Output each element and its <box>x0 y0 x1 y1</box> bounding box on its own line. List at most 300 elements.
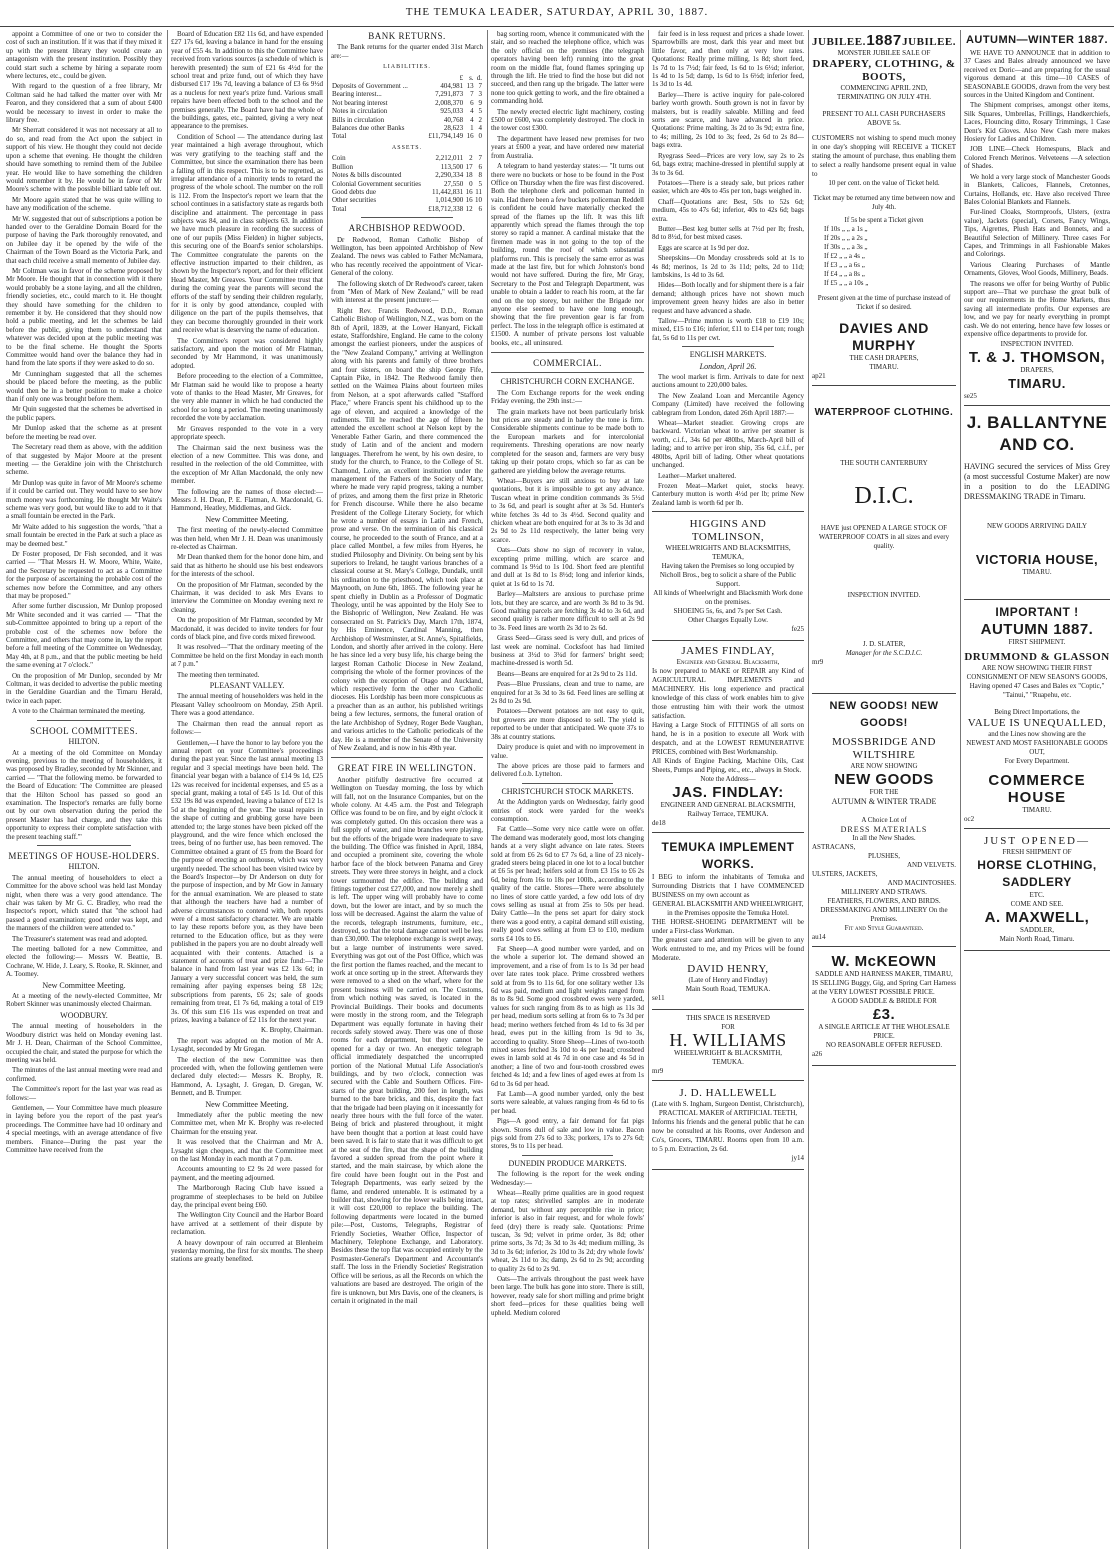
ad-text: A SINGLE ARTICLE AT THE WHOLESALE PRICE. <box>818 1023 950 1040</box>
ad-text: DRAPERS, <box>1020 366 1054 375</box>
divider <box>522 1155 614 1156</box>
ad-firm-name: J. BALLANTYNE AND CO. <box>966 413 1108 455</box>
paragraph: Fur-lined Cloaks, Stormproofs, Ulsters, (extra value), Jackets (special), Corsets, Fancy Wings, Tips, Aigrettes, Plush Hats and Bonnets, and a Beautiful Selection of Millinery. Three cases For Capes, and Trimmings in all Fashionable Makes and Colorings. <box>964 208 1110 259</box>
table-cell: 2 <box>469 154 473 163</box>
paragraph: Mr Coltman was in favor of the scheme proposed by Mr Moore. He thought that in connection with it there would probably be a stone laying, and all the children, friendly societies, etc., could march to it. He thought they should have something for the children to remember it by. He considered that they should now hold a public meeting, and let the schemes be laid before the public, giving them to understand that whatever was decided upon at the public meeting was to be the final scheme. He thought the Sports Committee would hand over the balance they had in hand from the late sports if they were asked to do so. <box>6 266 162 368</box>
ad-headline: JAS. FINDLAY: <box>672 784 784 802</box>
table-row <box>331 188 483 196</box>
ad-text: A GOOD SADDLE & BRIDLE FOR <box>831 997 937 1005</box>
ad-text: THE SOUTH CANTERBURY <box>840 459 928 467</box>
table-cell: 7 <box>478 154 482 163</box>
ad-text: ETC. <box>1029 891 1045 900</box>
paragraph: JOB LINE—Check Homespuns, Black and Colored French Merinos. Velveteens —A selection of Shades. <box>964 145 1110 171</box>
ad-text: All kinds of Wheelwright and Blacksmith Work done on the premises. <box>653 589 803 607</box>
ad-text: THIS SPACE IS RESERVED <box>686 1014 770 1023</box>
ad-address: TIMARU. <box>1008 376 1066 392</box>
table-cell: 0 <box>478 132 482 141</box>
table-cell: 6 <box>478 162 482 171</box>
ad-mckeown <box>812 946 956 1066</box>
table-cell: Good debts due <box>332 187 376 196</box>
sub-heading: New Committee Meeting. <box>205 1099 289 1109</box>
ad-text: Present given at the time of purchase instead of Ticket if so desired. <box>817 294 951 311</box>
ad-code: au14 <box>812 933 826 941</box>
table-row <box>331 154 483 162</box>
ad-text: VALUE IS UNEQUALLED, <box>967 717 1107 730</box>
paragraph: The following sketch of Dr Redwood's career, taken from "Men of Mark of New Zealand," will be read with interest at the present juncture:— <box>331 279 483 305</box>
paragraph: Mr Dean thanked them for the honor done him, and said that as hitherto he should use his best endeavors for the interests of the school. <box>171 553 323 579</box>
table-cell: 6 <box>470 98 474 107</box>
paragraph: The annual meeting of householders to elect a Committee for the above school was held last Monday night, when there was a very good attendance. The chair was taken by Mr G. C. Bradley, who read the Inspector's report, which stated that "the school had passed a good examination; good order was kept, and the manners of the children were attended to." <box>6 873 162 933</box>
table-cell: Not bearing interest <box>332 98 388 107</box>
paragraph: Mr Greaves responded to the vote in a very appropriate speech. <box>171 424 323 442</box>
table-cell: 12 <box>465 204 473 213</box>
paragraph: Peas—Blue Prussians, clean and true to name, are enquired for at 3s 3d to 3s 6d. Feed lines are selling at 2s 8d to 2s 9d. <box>491 680 644 706</box>
table-cell: 3 <box>478 90 482 99</box>
paragraph: On the proposition of Mr Flatman, seconded by the Chairman, it was decided to ask Mrs Evans to interview the Committee on Monday evening next re cleaning. <box>171 580 323 614</box>
ad-text: HAVE just OPENED A LARGE STOCK OF WATERPROOF COATS in all sizes and every quality. <box>818 524 950 550</box>
table-cell: 5 <box>478 107 482 116</box>
ad-firm-name: DAVIES AND MURPHY <box>839 320 929 353</box>
table-cell: 404,981 <box>440 82 464 91</box>
ad-text: DRESS MATERIALS <box>840 825 928 834</box>
paragraph: The Chairman then read the annual report as follows:— <box>171 719 323 737</box>
table-cell: 9 <box>478 98 482 107</box>
ad-headline: TEMUKA IMPLEMENT WORKS. <box>661 840 795 872</box>
paragraph: The grain markets have not been particularly brisk but prices are steady and in barley the tone is firm. Considerable shipments continue to be made both to the European markets and for intercolonial requirements. Threshing operations are now nearly completed for the season and, farmers are very busy taking up their potato crops, which so far as can be gathered are yielding below the average returns. <box>491 407 644 475</box>
ad-headline: JUBILEE. <box>902 36 956 48</box>
ad-text: FEATHERS, FLOWERS, AND BIRDS. <box>827 897 941 905</box>
paragraph: Gentlemen,—I have the honor to lay before you the annual report on your Committee's proceedings during the past year. Since the last annual meeting 13 regular and 3 special meetings have been held. The financial year began with a balance of £14 9s 1d, £25 12s was received for incidental expenses, and £5 as a special grant, making a total of £45 1s 1d. Out of this £32 19s 8d was expended, leaving a balance of £12 1s 5d at the beginning of the year. The usual repairs in the shape of cutting and grubbing gorse have been attended to; the large stones have been picked off the playground, and the wire fence which enclosed the trees, being of no further use, has been removed. The Committee obtained a grant of £5 from the Board for the purpose of erecting an outhouse, which was very urgently needed. The school has been visited twice by the Board's Inspector—by Dr Anderson on duty for the purpose of inspection, and by Mr Gow in January for the annual examination. We are pleased to state that although the teachers have had a number of adverse circumstances to contend with, both reports were of a most satisfactory character. We are unable to lay these reports before you, as they have been returned to the Education office, but as they were published in the papers you are no doubt already well acquainted with their contents. Attached is a statement of accounts of treat and prize fund:—The balance in hand from last year was £2 13s 6d; in January a very successful concert was held, the sum remaining after paying expenses being £8 12s; subscriptions from parents, £6 2s; sale of goods remaining from treat, £1 7s 6d, making a total of £19 3s. Of this sum £16 11s was expended on treat and prizes, leaving a balance of £2 11s for the next year. <box>171 738 323 1024</box>
ad-text: and the Lines now showing are the <box>988 730 1086 739</box>
ad-address: Main South Road, TEMUKA. <box>685 985 771 994</box>
divider <box>37 845 131 846</box>
ad-text: NO REASONABLE OFFER REFUSED. <box>825 1041 943 1049</box>
paragraph: Various Clearing Purchases of Mantle Ornaments, Gloves, Wool Goods, Millinery, Beads. <box>964 260 1110 278</box>
ad-firm-name: HIGGINS AND TOMLINSON, <box>689 518 767 544</box>
table-cell: Total <box>332 132 347 141</box>
table-row <box>331 90 483 98</box>
paragraph: After some further discussion, Mr Dunlop proposed Mr White seconded and it was carried — "That the sub-Committee appointed to bring up a report of the probable cost of the schemes now before the Committee, and others that may come in, lay the report before a full meeting of the Committee on Wednesday, May 4th, at 8 p.m., and that the public meeting be held the same evening at 7 o'clock." <box>6 602 162 670</box>
paragraph: The following is the report for the week ending Wednesday:— <box>491 1170 644 1187</box>
paragraph: Butter—Best keg butter sells at 7½d per lb; fresh, 8d to 8½d, for best mixed cases. <box>652 224 804 242</box>
ad-maxwell <box>964 828 1110 951</box>
divider <box>522 783 614 784</box>
ad-text: FIRST SHIPMENT. <box>1008 638 1066 647</box>
paragraph: Fat Cattle—Some very nice cattle were on offer. The demand was moderately good, most lots changing hands at a very slight advance on late rates. Steers sold at from £6 2s 6d to £7 7s 6d, a line of 23 nicely-graded steers being placed in one lot to a local butcher at £6 5s per head; heifers sold at from £3 15s to £6 2s 6d, being from 16s to 18s per 100lb., according to the quality of the cattle. Stores—There were absolutely no lines of store cattle yarded, a few odd lots of dry cows selling as usual at from 25s to 50s per head. Dairy Cattle—In the pens set apart for dairy stock there was a good entry, a capital demand still existing, really good cows selling at from £3 to £10, medium sorts £4 10s to £6. <box>491 825 644 943</box>
paragraph: bag sorting room, whence it communicated with the stair, and so reached the telephone office, which was the only official on the premises (the telegraph operators having been left) running into the great room on the middle flat, found flames springing up through the lift. He tried to find the hose but did not succeed, and then rang up the brigade. The latter were none too quick getting to work, and the fire obtained a commanding hold. <box>491 30 644 106</box>
table-cell: 113,500 <box>440 162 464 171</box>
paragraph: At a meeting of the old Committee on Monday evening, previous to the meeting of householders, it was proposed by Bradley, seconded by Mr Skinner, and carried — "That the following memo. be forwarded to the Board of Education: 'The Committee are pleased that the Hilton School has passed so good an examination. The Inspector's remarks are fully borne out by our own observation during the period the present Master has had charge, and they take this opportunity to express their complete satisfaction with the present teaching staff.'" <box>6 748 162 841</box>
ad-headline: AUTUMN—WINTER 1887. <box>965 34 1109 46</box>
paragraph: A vote to the Chairman terminated the meeting. <box>12 707 146 716</box>
ad-text: ULSTERS, JACKETS, <box>812 870 878 878</box>
ad-text: AND VELVETS. <box>906 861 956 869</box>
ad-text: Having taken the Premises so long occupied by Nicholl Bros., beg to solicit a share of the Public Support. <box>659 562 797 589</box>
ad-mossbridge-wiltshire <box>812 698 956 942</box>
ad-text: In all the New Shades. <box>852 834 916 842</box>
table-cell: Bearing interest... <box>332 90 382 99</box>
paragraph: Board of Education £82 11s 6d, and have expended £27 17s 6d, leaving a balance in hand for the ensuing year of £55 4s. In addition to this the Committee have received from various sources (a schedule of which is herewith presented) the sum of £21 6s 4½d for the school treat and prize fund, out of which they have disbursed £17 19s 7d, leaving a balance of £3 6s 9½d as a nucleus for next year's prize fund. Various small repairs have been effected both to the school and the premises generally. The Board have had the whole of the buildings, gates, etc., painted, giving a very neat appearance to the premises. <box>171 30 323 131</box>
column-4 <box>491 30 644 1549</box>
paragraph: appoint a Committee of one or two to consider the cost of such an institution. If it was that if they mixed it up with the present library they would create an antagonism with the present institution. Possibly they could start such a scheme by hiring a separate room where lectures, etc., could be given. <box>6 30 162 81</box>
ad-south-canterbury-dic <box>812 385 956 694</box>
column-rule <box>327 30 328 1549</box>
section-heading: BANK RETURNS. <box>368 31 446 41</box>
table-cell: Notes & bills discounted <box>332 171 402 180</box>
ad-text: TERMINATING ON JULY 4TH. <box>837 93 931 101</box>
ad-text: COME AND SEE. <box>1010 900 1064 909</box>
paragraph: Potatoes—There is a steady sale, but prices rather easier, which are 40s to 45s per ton, bags weighed in. <box>652 178 804 196</box>
ad-firm-name: JAMES FINDLAY, <box>681 645 775 658</box>
table-caption: ASSETS. <box>391 144 423 151</box>
column-6 <box>812 30 956 1549</box>
ad-text: (Late of Henry and Findlay) <box>688 976 768 985</box>
paragraph: The New Zealand Loan and Mercantile Agency Company (Limited) have received the following cablegram from London, dated 26th April 1887:— <box>652 391 804 417</box>
table-cell: £18,712,338 <box>428 204 464 213</box>
ad-text: DRESSMAKING AND MILLINERY On the Premises. <box>820 906 948 923</box>
ad-davies-murphy <box>812 32 956 381</box>
paragraph: The Bank returns for the quarter ended 31st March are:— <box>331 43 483 60</box>
ad-text: ASTRACANS, <box>812 843 856 851</box>
table-cell: 18 <box>465 171 473 180</box>
table-cell: Total <box>332 204 347 213</box>
bank-assets-table <box>331 154 483 213</box>
ad-text: ENGINEER AND GENERAL BLACKSMITH, <box>660 801 796 810</box>
sub-heading: New Committee Meeting. <box>42 980 126 990</box>
ad-text: Ticket may be returned any time between now and July 4th. <box>813 194 955 211</box>
paragraph: The Treasurer's statement was read and adopted. <box>12 934 148 943</box>
paragraph: Barley—There is active inquiry for pale-colored barley worth growth. South grown is not in favor by malsters, but is readily saleable. Milling and feed sorts are scarce, and have advanced in price. Quotations: Prime malting, 3s 2d to 3s 9d; extra fine, to 4s; milling, 2s 10d to 3s; feed, 2s 6d to 2s 8d—bags extra. <box>652 90 804 150</box>
paragraph: The Committee's report for the last year was read as follows:— <box>6 1085 162 1102</box>
paragraph: Potatoes—Derwent potatoes are not easy to quit, but growers are more disposed to sell. The yield is reported to be under that anticipated. We quote 37s to 38s at country stations. <box>491 707 644 741</box>
ad-text: (Late with S. Ingham, Surgeon Dentist, Christchurch), <box>652 1100 804 1109</box>
sub-heading: ENGLISH MARKETS. <box>689 350 767 360</box>
table-cell: 2 <box>478 115 482 124</box>
ad-headline: NEW GOODS <box>834 771 934 788</box>
column-rule <box>808 30 809 1549</box>
ad-text: CUSTOMERS not wishing to spend much money in one day's shopping will RECEIVE a TICKET stating the amount of purchase, thus enabling them to select a really handsome present equal in value to <box>812 134 956 178</box>
paragraph: The annual meeting of householders was held in the Pleasant Valley schoolroom on Monday, 25th April. There was a good attendance. <box>171 692 323 718</box>
ad-text: A Choice Lot of <box>861 816 907 824</box>
paragraph: Mr Waite added to his suggestion the words, "that a small fountain be erected in the Park at such a place as may be deemed best." <box>6 522 162 548</box>
ad-text: Other Charges Equally Low. <box>688 616 768 625</box>
table-cell: 8 <box>478 171 482 180</box>
ticket-rate: If £3 „ „ a 6s „ <box>824 261 865 269</box>
paragraph: Frozen Meat—Market quiet, stocks heavy. Canterbury mutton is worth 4½d per lb; prime New Zealand lamb is worth 6d per lb. <box>652 481 804 507</box>
paragraph: WE HAVE TO ANNOUNCE that in addition to 37 Cases and Bales already announced we have received ex Doric—and are preparing for the usual vigorous demand at this time—10 CASES of SEASONABLE GOODS, drawn from the very best sources in the United Kingdom and Continent. <box>964 49 1110 100</box>
table-cell: 7 <box>470 90 474 99</box>
ad-code: mr9 <box>812 658 824 666</box>
paragraph: Mr Dunlop asked that the scheme as at present before the meeting be read over. <box>6 424 162 441</box>
paragraph: At the Addington yards on Wednesday, fairly good entries of stock were yarded for the week's consumption. <box>491 798 644 823</box>
paragraph: Mr Dunlop was quite in favor of Mr Moore's scheme if it could be carried out. They would have to see how much money was forthcoming. He thought Mr Waite's scheme was very good, but would like to add to it that a small fountain be erected in the Park. <box>6 478 162 521</box>
column-2 <box>171 30 323 1549</box>
ad-headline: JUST OPENED— <box>983 835 1090 848</box>
paragraph: Mr Cunningham suggested that all the schemes should be placed before the meeting, as the public would then be in a better position to make a choice than if only one was brought before them. <box>6 369 162 404</box>
paragraph: The wool market is firm. Arrivals to date for next auctions amount to 220,000 bales. <box>652 373 804 390</box>
ad-text: I BEG to inform the inhabitants of Temuka and Surrounding Districts that I have COMMENCED BUSINESS on my own account as <box>652 873 804 900</box>
ad-text: J. D. SLATER, <box>862 640 906 648</box>
ad-text: ARE NOW SHOWING <box>850 762 918 770</box>
ad-firm-name: MOSSBRIDGE AND WILTSHIRE <box>832 736 936 761</box>
table-row <box>331 107 483 115</box>
table-row <box>331 163 483 171</box>
ad-text: FOR <box>721 1023 735 1032</box>
ad-james-findlay <box>652 645 804 828</box>
ad-text: For Every Department. <box>1004 757 1070 766</box>
paragraph: Another pitifully destructive fire occurred at Wellington on Tuesday morning, the loss by which will fall, not on the Insurance Companies, but on the whole colony. At 4.45 a.m. the Post and Telegraph Office was found to be on fire, and by eight o'clock it was completely gutted. On this occasion there was a full supply of water, and nine branches were playing, but the efforts of the brigade were inadequate to save the building. The Office was finished in April, 1884, and occupied a prominent site, covering the whole harbor face of the block between Panama and Grey streets. They were three storeys in height, and a clock tower surmounted the edifice. The building and fittings together cost £27,000, and now merely a shell is left. The upper wing will probably have to come down, but the lower are intact, and by so much the loss will be decreased. Against the alarm the value of the records, telegraph instruments, furniture, etc., destroyed, so that the total damage cannot well be less than £30,000. The telephone exchange is swept away, but a large number of instruments were saved. Everything was got out of the Post Office, which was the first portion the flames reached, and the mecant to work at once sorting up in the street. Afterwards they were removed to a shed on the wharf, where for the present business will be carried on. The Customs, from which nothing was saved, is located in the Provincial Buildings. Their books and documents were mostly in the strong room, and the Telegraph Department was equally fortunate in having their records safely stowed away. There was one of those rooms for each department, but they cannot be opened for a day or two. An energetic telegraph official immediately despatched the uncorrupted portion of the National Mutual Life Association's buildings, and by two o'clock, connection was secured with the Cable and Southern Offices. Fire-starts of the great building, 200 feet in length, was burned to the bare bricks, and this, despite the fact that the brigade had been playing on it incessantly for nearly three hours with the full force of the water. Being of brick and plastered throughout, it might have been thought that a portion at least could have been saved. It is fair to state that it was difficult to get at the seat of the fire, that the shape of the building favored a sudden spread from the point where it started, and the main staircase, by which alone the fire could have been fought out in the Post and Telegraph Departments, was early seized by the flame, and rendered untenable. It is estimated by a builder that, showing for the lower walls being intact, it will cost £20,000 to replace the building. The following departments were located in the burned pile:—Post, Customs, Telegraphs, Registrar of Friendly Societies, Weather Office, Inspector of Machinery, Telephone Exchange, and Laboratory. Besides these the top flat was occupied entirely by the Postmaster-General's Department and Accountant's staff. The loss in the Friendly Societies' Registration Office will be serious, as all the Records on which the valuations are based are destroyed. The origin of the fire is unknown, but Mrs Davis, one of the cleaners, is certain it originated in the mail <box>331 775 483 1305</box>
paragraph: Eggs are scarce at 1s 9d per doz. <box>658 243 750 252</box>
paragraph: The first meeting of the newly-elected Committee was then held, when Mr J. H. Dean was unanimously re-elected as Chairman. <box>171 526 323 551</box>
ad-text: THE HORSE-SHOEING DEPARTMENT will be under a First-class Workman. <box>652 918 804 936</box>
ad-text: MILLINERY AND STRAWS. <box>841 888 927 896</box>
ad-h-williams <box>652 1014 804 1076</box>
ad-headline: JUBILEE. <box>812 36 866 48</box>
masthead-title: THE TEMUKA LEADER, SATURDAY, APRIL 30, 1887. <box>405 6 709 18</box>
sub-heading: PLEASANT VALLEY. <box>209 681 285 691</box>
paragraph: Fat Lamb—A good number yarded, only the best sorts were saleable, at values ranging from 4s 6d to 6s per head. <box>491 1089 644 1115</box>
currency-shilling: s. <box>469 73 474 82</box>
table-cell: 7 <box>478 82 482 91</box>
paragraph: The annual meeting of householders in the Woodbury district was held on Monday evening last. Mr J. H. Dean, Chairman of the School Committee, occupied the chair, and stated the purpose for which the meeting was held. <box>6 1022 162 1064</box>
dateline: London, April 26. <box>699 361 757 371</box>
table-cell: 16 <box>466 132 474 141</box>
ad-text: SADDLER, <box>1019 926 1055 935</box>
paragraph: The minutes of the last annual meeting were read and confirmed. <box>6 1066 162 1083</box>
table-cell: Bullion <box>332 162 354 171</box>
table-row <box>331 82 483 90</box>
ticket-rate: If 10s „ „ a 1s „ <box>824 225 868 233</box>
sub-heading: New Committee Meeting. <box>205 514 289 524</box>
table-cell: 0 <box>469 179 473 188</box>
paragraph: A heavy downpour of rain occurred at Blenheim yesterday morning, the first for six months. The sheep stations are greatly benefited. <box>171 1238 323 1264</box>
paragraph: Immediately after the public meeting the new Committee met, when Mr K. Brophy was re-elected Chairman for the ensuing year. <box>171 1110 323 1136</box>
table-cell: 16 <box>465 196 473 205</box>
ad-address: TIMARU. <box>1022 568 1052 577</box>
column-rule <box>487 30 488 1549</box>
ad-text: HAVING secured the services of Miss Grey (a most successful Costume Maker) are now in a position to do the LEADING DRESSMAKING TRADE in Timaru. <box>964 462 1110 502</box>
table-cell: 5 <box>478 179 482 188</box>
table-cell: 13 <box>466 82 474 91</box>
ad-thomson <box>964 32 1110 49</box>
ad-headline: AUTUMN 1887. <box>980 621 1094 639</box>
paragraph: It was resolved—"That the ordinary meeting of the Committee be held on the first Monday in each month at 7 p.m." <box>171 643 323 669</box>
paragraph: At a meeting of the newly-elected Committee, Mr Robert Skinner was unanimously elected Chairman. <box>6 992 162 1009</box>
paragraph: On the proposition of Mr Flatman, seconded by Mr Macdonald, it was decided to invite tenders for four cords of black pine, and five cords mixed firewood. <box>171 616 323 642</box>
ad-text: Informs his friends and the general public that he can now be consulted at his Rooms, over Anderson and Co's, Grocers, TIMARU. Rooms open from 10 a.m. to 5 p.m. Extraction, 2s 6d. <box>652 1118 804 1154</box>
ad-text: 10 per cent. on the value of Ticket held. <box>828 179 940 187</box>
ad-text: ARE NOW SHOWING THEIR FIRST CONSIGNMENT OF NEW SEASON'S GOODS, <box>966 664 1108 682</box>
column-rule <box>167 30 168 1549</box>
ticket-rate: If £4 „ „ a 8s „ <box>824 270 865 278</box>
paragraph: Dr Redwood, Roman Catholic Bishop of Wellington, has been appointed Archbishop of New Zealand. The news was cabled to Father McNamara, who has recently received the appointment of Vicar-General of the colony. <box>331 235 483 278</box>
ad-firm-name: COMMERCE HOUSE <box>988 772 1086 807</box>
ticket-rate: If £5 „ „ a 10s „ <box>824 279 869 287</box>
paragraph: Fat Sheep—A good number were yarded, and on the whole a superior lot. The demand showed an improvement, and a rise of from 1s to 1s 3d per head over late rates took place. Prime crossbred wethers sold at from 9s to 11s 6d, for one solitary wether 13s 6d was paid, medium and light weights ranged from 8s to 8s 9d. Some good crossbred ewes were yarded, values for such ranging from 8s to as high as 11s 3d per head, medium sorts selling at from 6s to 7s 3d per head; merino wethers fetched from 4s 1d to 6s 3d per head, ewes put in the killing from 1s 9d to 3s, according to quality. Store Sheep—Lines of two-tooth mixed sexes fetched 3s 10d to 4s per head; crossbred ewes in lamb sold at 4s 7d in one case and 4s 5d in another; a line of two and four-tooth crossbred ewes fetched 4s 1d; and a few lines of aged ewes at from 1s 6d to 3s 6d per head. <box>491 945 644 1088</box>
paragraph: The Chairman said the next business was the election of a new Committee. This was done, and resulted in the reelection of the old Committee, with the exception of Mr Allan Macdonald, the only new member. <box>171 443 323 486</box>
paragraph: Chaff—Quotations are: Best, 50s to 52s 6d; medium, 45s to 47s 6d; inferior, 40s to 42s 6d; bags extra. <box>652 197 804 223</box>
ad-hallewell <box>652 1080 804 1170</box>
paragraph: The Marlborough Racing Club have issued a programme of steeplechases to be held on Jubilee day, the principal event being £60. <box>171 1184 323 1210</box>
table-cell: Balances due other Banks <box>332 124 405 133</box>
table-cell: 17 <box>465 162 473 171</box>
paragraph: Gentlemen, — Your Committee have much pleasure in laying before you the report of the past year's proceedings. The Committee have had 10 ordinary and 4 special meetings, with an average attendance of five members. Finance—During the past year the Committee have received from the <box>6 1103 162 1154</box>
table-caption: LIABILITIES. <box>383 64 431 71</box>
paragraph: fair feed is in less request and prices a shade lower. Sparrowbills are most, dark this year and meet but little favor, and then only at very low rates. Quotations: Really prime milling, 1s 8d; short feed, 1s 7d to 1s 7½d; fair feed, 1s 6d to 1s 6½d; inferior, 1s 4d to 1s 5d; damp, 1s 6d to 1s 6½d; inferior feed, 1s 3d to 1s 4d. <box>652 30 804 89</box>
ad-address: Railway Terrace, TEMUKA. <box>687 810 769 819</box>
ad-trade: GENERAL BLACKSMITH AND WHEELWRIGHT, <box>652 900 804 909</box>
ad-code: fe25 <box>791 625 804 634</box>
ad-thomson-footer <box>964 340 1110 401</box>
ad-higgins-tomlinson <box>652 511 804 641</box>
section-heading: GREAT FIRE IN WELLINGTON. <box>337 763 477 774</box>
ad-trade: PRACTICAL MAKER of ARTIFICIAL TEETH, <box>658 1109 798 1118</box>
ad-text: COMMENCING APRIL 2ND, <box>840 84 928 92</box>
ad-text: FRESH SHIPMENT OF <box>1002 848 1072 857</box>
sub-heading: HILTON. <box>68 737 100 747</box>
paragraph: Oats—The arrivals throughout the past week have been large. The bulk has gone into store. There is still, however, ready sale for short milling and prime bright short feed—prices for these qualities being well upheld. Medium colored <box>491 1275 644 1317</box>
paragraph: Grass Seed—Grass seed is very dull, and prices of last week are nominal. Cocksfoot has had limited business at 3½d to 3¾d for farmers' bright seed; machine-dressed is worth 5d. <box>491 634 644 668</box>
ad-trade: Engineer and General Blacksmith, <box>676 658 780 667</box>
ad-text: MONSTER JUBILEE SALE OF <box>837 49 931 57</box>
ad-headline: D.I.C. <box>854 483 914 509</box>
paragraph: Sheepskins—On Monday crossbreds sold at 1s to 4s 8d; merinos, 1s 2d to 3s 11d; pelts, 2d to 11d; lambskins, 1s 4d to 3s 6d. <box>652 254 804 279</box>
table-cell: 27,550 <box>444 179 464 188</box>
signature: K. Brophy, Chairman. <box>261 1026 323 1035</box>
ad-firm-name: DAVID HENRY, <box>687 963 769 976</box>
ad-text: If 5s be spent a Ticket given <box>844 216 924 224</box>
sub-heading: HILTON. <box>68 862 100 872</box>
ticket-rate: If 30s „ „ a 3s „ <box>824 243 868 251</box>
table-cell: 7,291,873 <box>435 90 464 99</box>
ad-code: ap21 <box>812 372 826 380</box>
ad-drummond-glasson <box>964 604 1110 824</box>
paragraph: Wheat—Really prime qualities are in good request at top rates; shrivelled samples are in moderate demand, but without any perceptible rise in price; inferior is also in fair request, and for whole fowls' feed (dry) there is ready sale. Quotations: Prime tuscan, 3s 9d; velvet in prime order, 3s 8d; other prime sorts, 3s 7d; 3s 3d to 3s 4d; medium milling, 3s 3d to 3s 6d; inferior, 2s 10d to 3s 2d; dry whole fowls' wheat, 2s 11d to 3s; damp, 2s 6d to 2s 9d; according to quality 2s 6d to 2s 9d. <box>491 1189 644 1273</box>
table-row <box>331 99 483 107</box>
paragraph: Mr W. suggested that out of subscriptions a potion be handed over to the Geraldine Domain Board for the purpose of having the Park thoroughly renovated, and on Jubilee day it be opened by the wife of the Chairman of the Town Board as the Victoria Park, and that each child receive a small memento of Jubilee day. <box>6 214 162 265</box>
ad-text: Having opened 47 Cases and Bales ex "Coptic," "Tainui," "Ruapehu, etc. <box>969 682 1105 700</box>
ad-code: oc2 <box>964 815 975 824</box>
ad-headline: WATERPROOF CLOTHING. <box>814 407 954 418</box>
table-cell: 11 <box>475 187 482 196</box>
paragraph: Leather—Market unaltered. <box>658 471 737 480</box>
paragraph: Oats—Oats show no sign of recovery in value, excepting prime milling, which are scarce and command 1s 9½d to 1s 10d. Short feed are plentiful and dull at 1s 8d to 1s 8½d; long and inferior kinds, quiet at 1s 6d to 1s 7d. <box>491 546 644 588</box>
table-cell: Colonial Government securities <box>332 179 422 188</box>
ad-temuka-implement-works <box>652 832 804 1010</box>
ad-text: AND MACINTOSHES. <box>887 879 956 887</box>
ad-text: The greatest care and attention will be given to any Work entrusted to me, and my Prices will be found Moderate. <box>652 936 804 963</box>
ad-text: Fit and Style Guaranteed. <box>844 924 924 932</box>
paragraph: Mr Quin suggested that the schemes be advertised in the public papers. <box>6 405 162 422</box>
paragraph: The Shipment comprises, amongst other items, Silk Squares, Umbrellas, Frillings, Handkerchiefs, Laces, Flouncing ditto, Rosary Trimmings, 1 Case Dent's Kid Gloves. Also New Cash mere makes Hosiery for Ladies and Children. <box>964 101 1110 144</box>
column-rule <box>960 30 961 1549</box>
ad-code: se25 <box>964 392 977 401</box>
currency-pence: d. <box>476 73 482 82</box>
ad-headline: NEW GOODS! NEW GOODS! <box>829 700 939 729</box>
table-cell: 2,290,334 <box>435 171 464 180</box>
ticket-list <box>812 225 956 288</box>
paragraph: The newly erected electric light machinery, costing £500 or £600, was completely destroyed. The clock in the tower cost £300. <box>491 107 644 133</box>
table-cell: 1,014,900 <box>435 196 464 205</box>
ad-text: THE CASH DRAPERS, <box>849 354 919 362</box>
ad-headline: HORSE CLOTHING, SADDLERY <box>977 858 1097 890</box>
paragraph: On the proposition of Mr Dunlop, seconded by Mr Coltman, it was decided to advertise the public meeting in the Geraldine Guardian and the Timaru Herald, twice in each paper. <box>6 671 162 705</box>
ad-address: TIMARU. <box>1022 806 1052 815</box>
paragraph: Wheat—Buyers are still anxious to buy at late quotations, but it is impossible to get any advance. Tuscan wheat in prime condition commands 3s 5½d to 3s 6d, and pearl is sought after at 3s 5d. Hunter's white fetches 3s 4d to 3s 4½d. Second quality and chicken wheat are both enquired for at 3s to 3s 3d and 2s 9d to 2s 11d respectively, the latter being very scarce. <box>491 476 644 544</box>
paragraph: Wheat—Market steadier. Growing crops are backward. Victorian wheat to arrive per steamer is worth, c.i.f., 34s 6d per 480lbs, March-April bill of lading; and to arrive per iron ship, 35s 6d, c.i.f., per 480lbs, April bill of lading. Other wheat quotations unchanged. <box>652 419 804 470</box>
ticket-rate: If 20s „ „ a 2s „ <box>824 234 868 242</box>
table-total-row <box>331 205 483 213</box>
section-heading: COMMERCIAL. <box>533 358 602 369</box>
ad-text: All Kinds of Engine Packing, Machine Oils, Cast Sheets, Pumps and Piping, etc., etc., always in Stock. <box>652 757 804 775</box>
paragraph: Before proceeding to the election of a Committee, Mr Flatman said he would like to propose a hearty vote of thanks to the Head Master, Mr Greaves, for the very able manner in which he had conducted the school for so long a period. The meeting unanimously recorded the vote by acclamation. <box>171 372 323 423</box>
ad-headline: £3. <box>872 1006 896 1023</box>
ad-text: IS SELLING Buggy, Gig, and Spring Cart Harness at the VERY LOWEST POSSIBLE PRICE. <box>812 979 956 996</box>
paragraph: The election of the new Committee was then proceeded with, when the following gentlemen were declared duly elected:— Messrs K. Brophy, R. Hammond, A. Lysaght, J. Gregan, D. Gregan, W. Bennett, and B. Trumper. <box>171 1055 323 1098</box>
jubilee-banner <box>812 32 956 49</box>
ad-text: NEWEST AND MOST FASHIONABLE GOODS OUT, <box>966 739 1108 757</box>
table-cell: 4 <box>470 115 474 124</box>
ad-text: INSPECTION INVITED. <box>847 591 921 599</box>
paragraph: The report was adopted on the motion of Mr A. Lysaght, seconded by Mr Gregan. <box>171 1036 323 1054</box>
ad-text: Manager for the S.C.D.I.C. <box>845 649 923 657</box>
divider <box>491 372 644 373</box>
paragraph: With regard to the question of a free library, Mr Coltman said he had talked the matter over with Mr Fearon, and they considered that a sum of about £400 would be necessary to invest in order to make the library free. <box>6 82 162 125</box>
ad-ballantyne <box>964 405 1110 600</box>
column-5 <box>652 30 804 1549</box>
paragraph: Ryegrass Seed—Prices are very low, say 2s to 2s 6d, bags extra; machine-dressed in plentiful supply at 3s to 3s 6d. <box>652 151 804 177</box>
ad-text: Is now prepared to MAKE or REPAIR any Kind of AGRICULTURAL IMPLEMENTS and MACHINERY. His long experience and practical knowledge of this class of work enables him to give those entrusting him with their work the utmost satisfaction. <box>652 667 804 721</box>
table-cell: 4 <box>478 124 482 133</box>
table-row <box>331 180 483 188</box>
table-cell: 2,008,370 <box>435 98 464 107</box>
table-row <box>331 171 483 179</box>
ticket-rate: If £2 „ „ a 4s „ <box>824 252 865 260</box>
ad-headline: IMPORTANT ! <box>995 605 1079 620</box>
divider <box>682 346 773 347</box>
divider <box>331 757 483 758</box>
ad-address: TIMARU. <box>869 363 899 371</box>
column-1 <box>6 30 162 1549</box>
ad-firm-name: J. D. HALLEWELL <box>679 1087 777 1100</box>
paragraph: Condition of School — The attendance during last year maintained a high average throughout, which was very gratifying to the teaching staff and the Committee, but since the examination there has been a falling off in this respect. This is to be regretted, as irregular attendance of a minority tends to retard the progress of the whole school. The number on the roll is 112. From the Inspector's report we learn that the school continues in a satisfactory state as regards both discipline and attainment. The percentage in pass subjects was 84, and in class subjects 63. In addition we have much pleasure in recording the success of one of our pupils (Miss Fielden) in higher subjects, this securing one of the Board's senior scholarships. The Committee congratulate the parents on the effective instruction imparted to their children, as shown by the Inspector's report, and for their efficient Head Master, Mr Greaves. Your Committee trust that during the coming year the parents will second the efforts of the staff by sending their children regularly, for it is only by good attendance, coupled with diligence on the part of the pupils themselves, that they can become thoroughly grounded in their work and receive what is deserving the name of education. <box>171 132 323 335</box>
sub-heading: CHRISTCHURCH STOCK MARKETS. <box>501 786 634 796</box>
paragraph: It was resolved that the Chairman and Mr A. Lysaght sign cheques, and that the Committee meet on the last Monday in each month at 7 p.m. <box>171 1138 323 1163</box>
divider <box>37 720 131 721</box>
table-cell: Other securities <box>332 196 377 205</box>
paragraph: The above prices are those paid to farmers and delivered f.o.b. Lyttelton. <box>491 761 644 779</box>
ad-text: PLUSHES, <box>867 852 901 860</box>
ad-text: PRESENT TO ALL CASH PURCHASERS ABOVE 5s. <box>822 110 946 127</box>
paragraph: Dairy produce is quiet and with no improvement in value. <box>491 743 644 760</box>
ad-text: Having a Large Stock of FITTINGS of all sorts on hand, he is in a position to execute all Work with despatch, and at the LOWEST REMUNERATIVE PRICES, combined with Best Workmanship. <box>652 721 804 757</box>
table-cell: Deposits of Government ... <box>332 82 408 91</box>
ad-firm-name: T. & J. THOMSON, <box>968 349 1106 367</box>
column-7 <box>964 30 1110 1549</box>
paragraph: Barley—Maltsters are anxious to purchase prime lots, but they are scarce, and are worth 3s 8d to 3s 9d. Good malting parcels are fetching 3s 4d to 3s 6d, and second quality is rather more difficult to sell at 2s 9d to 3s. Feed lines are worth 2s 3d to 2s 6d. <box>491 590 644 632</box>
section-heading: ARCHBISHOP REDWOOD. <box>348 223 466 234</box>
table-row <box>331 116 483 124</box>
sub-heading: DUNEDIN PRODUCE MARKETS. <box>508 1158 627 1168</box>
paragraph: Tallow—Prime mutton is worth £18 to £19 10s; mixed, £15 to £16; inferior, £11 to £14 per ton; rough fat, 5s 6d to 11s per cwt. <box>652 317 804 342</box>
section-heading: MEETINGS OF HOUSE-HOLDERS. <box>8 850 160 861</box>
paragraph: A telegram to hand yesterday states:— "It turns out there were no buckets or hose to be found in the Post Office on Thursday when the fire was first discovered. Both the telephone clerk and policeman hunted in vain. Had there been a few buckets policeman Reddell is confident he could have materially checked the spread of the flames up the lift. It was this lift apparently which spread the flames through the top storey so rapid a manner. A cardinal mistake that the firemen made was in not going to the top of the building, round the roof of which substantial platforms run. This is precisely the same error as was made at the last fire, but for which Johnston's bond would not have suffered. During the fire, Mr Gray, Secretary to the Post and Telegraph Department, was unable to obtain a ladder to reach his room, at the far end on the top storey, but neither the Brigade nor anyone else seemed to have one long enough, showing that the fire prevention gear is far from perfect. The loss in the telegraph office is estimated at £1500. A number of private persons lost valuable books, etc., all uninsured. <box>491 162 644 347</box>
paragraph: We hold a very large stock of Manchester Goods in Blankets, Calicoes, Flannels, Cretonnes, Curtains, Hollands, etc. Have also received Three Bales Colonial Blankets and Flannels. <box>964 172 1110 206</box>
ad-headline: 1887 <box>866 32 902 49</box>
ad-firm-name: W. McKEOWN <box>831 953 937 970</box>
paragraph: Pigs—A good entry, a fair demand for fat pigs shown. Stores dull of sale and low in value. Bacon pigs sold from 27s 6d to 33s; porkers, 17s to 27s 6d; stores, 9s to 11s per head. <box>491 1117 644 1151</box>
paragraph: Mr Moore again stated that he was quite willing to have any modification of the scheme. <box>6 195 162 213</box>
